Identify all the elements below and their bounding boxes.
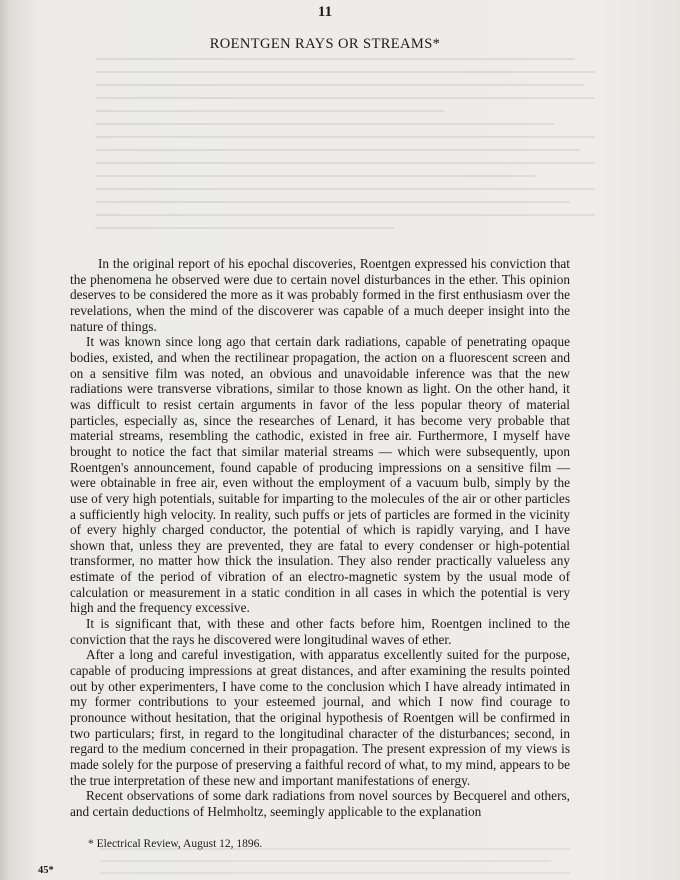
paragraph-4: After a long and careful investigation, with apparatus excellently suited for the purpose, capable of producing impressions at great distances, and after examining the results pointed out by other experimenters, I have come to the conclusion which I have already intimated in my former contributions to your esteemed journal, and which I now find courage to pronounce without hesitation, that the original hypothesis of Roentgen will be confirmed in two particulars; first, in regard to the longitudinal character of the disturbances; second, in regard to the medium concerned in their propagation. The present expression of my views is made solely for the purpose of preserving a faithful record of what, to my mind, appears to be the true interpretation of these new and important manifestations of energy. — [70, 647, 570, 788]
footnote: * Electrical Review, August 12, 1896. — [88, 838, 263, 850]
page-number: 11 — [317, 4, 333, 20]
paragraph-1: In the original report of his epochal discoveries, Roentgen expressed his conviction that the phenomena he observed were due to certain novel disturbances in the ether. This opinion deserves to be considered the more as it was probably formed in the first enthusiasm over the revelations, when the mind of the discoverer was capable of a much deeper insight into the nature of things. — [70, 256, 570, 334]
paragraph-5: Recent observations of some dark radiations from novel sources by Becquerel and others, and certain deductions of Helmholtz, seemingly applicable to the explanation — [70, 788, 570, 819]
body-text — [70, 256, 570, 820]
bleed-through-shadow — [95, 58, 595, 258]
paragraph-2: It was known since long ago that certain dark radiations, capable of penetrating opaque bodies, existed, and when the rectilinear propagation, the action on a fluorescent screen and on a sensitive film was noted, an obvious and unavoidable inference was that the new radiations were transverse vibrations, similar to those known as light. On the other hand, it was difficult to resist certain arguments in favor of the less popular theory of material particles, especially as, since the researches of Lenard, it has become very probable that material streams, resembling the cathodic, existed in free air. Furthermore, I myself have brought to notice the fact that similar material streams — which were subsequently, upon Roentgen's announcement, found capable of producing impressions on a sensitive film — were obtainable in free air, even without the employment of a vacuum bulb, simply by the use of very high potentials, suitable for imparting to the molecules of the air or other particles a sufficiently high velocity. In reality, such puffs or jets of particles are formed in the vicinity of every highly charged conductor, the potential of which is rapidly varying, and I have shown that, unless they are prevented, they are fatal to every condenser or high-potential transformer, no matter how thick the insulation. They also render practically valueless any estimate of the period of vibration of an electro-magnetic system by the usual mode of calculation or measurement in a static condition in all cases in which the potential is very high and the frequency excessive. — [70, 334, 570, 616]
paragraph-3: It is significant that, with these and other facts before him, Roentgen inclined to the conviction that the rays he discovered were longitudinal waves of ether. — [70, 616, 570, 647]
signature-mark: 45* — [38, 865, 54, 876]
chapter-title: ROENTGEN RAYS OR STREAMS* — [209, 36, 441, 52]
bleed-through-shadow-bottom — [100, 848, 570, 878]
